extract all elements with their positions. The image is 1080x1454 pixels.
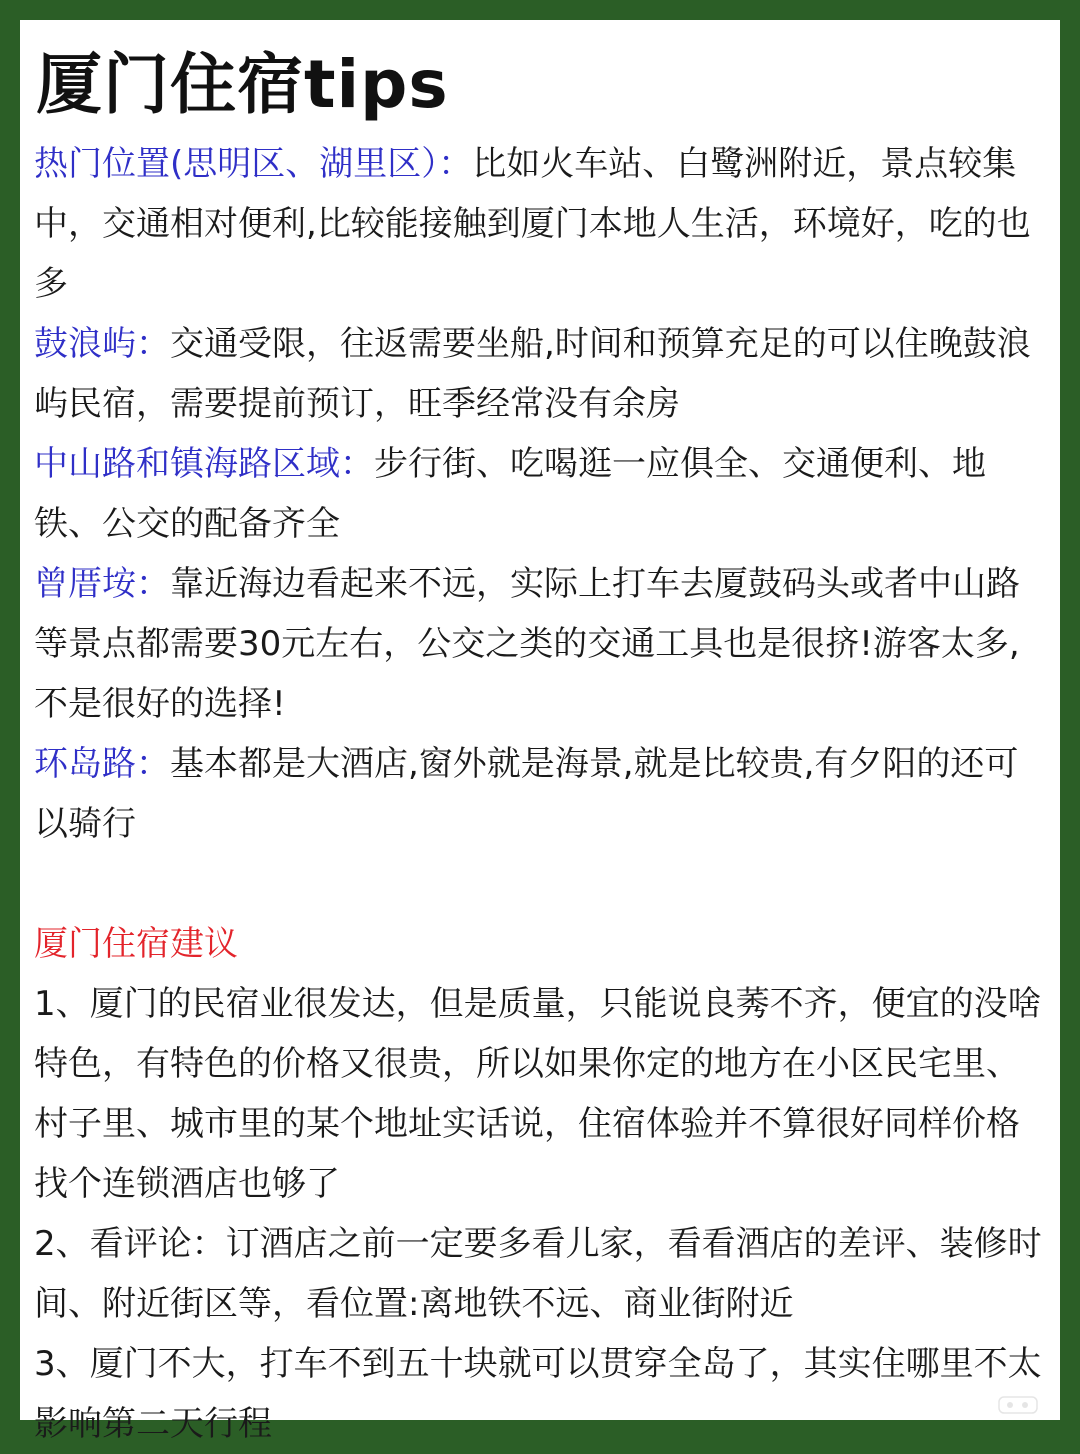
area-text: 交通受限，往返需要坐船,时间和预算充足的可以住晚鼓浪屿民宿，需要提前预订，旺季经常没有余房 (34, 324, 1031, 424)
area-paragraph (34, 134, 1046, 314)
area-label: 中山路和镇海路区域： (34, 444, 374, 484)
area-paragraph (34, 434, 1046, 554)
area-text: 靠近海边看起来不远，实际上打车去厦鼓码头或者中山路等景点都需要30元左右，公交之类的交通工具也是很挤!游客太多,不是很好的选择! (34, 564, 1020, 724)
section-spacer (34, 854, 1046, 914)
area-paragraph (34, 314, 1046, 434)
advice-item: 1、厦门的民宿业很发达，但是质量，只能说良莠不齐，便宜的没啥特色，有特色的价格又很贵，所以如果你定的地方在小区民宅里、村子里、城市里的某个地址实话说，住宿体验并不算很好同样价格找个连锁酒店也够了 (34, 984, 1042, 1204)
area-label: 曾厝垵： (34, 564, 170, 604)
advice-heading: 厦门住宿建议 (34, 924, 238, 964)
content-card (20, 20, 1060, 1444)
watermark-icon (998, 1396, 1038, 1414)
area-label: 鼓浪屿： (34, 324, 170, 364)
area-text: 比如火车站、白鹭洲附近，景点较集中，交通相对便利,比较能接触到厦门本地人生活，环境好，吃的也多 (34, 144, 1031, 304)
page-title: 厦门住宿tips (36, 46, 449, 123)
area-label: 环岛路： (34, 744, 170, 784)
advice-item: 3、厦门不大，打车不到五十块就可以贯穿全岛了，其实住哪里不太影响第二天行程 (34, 1344, 1042, 1444)
area-label: 热门位置(思明区、湖里区）： (34, 144, 473, 184)
advice-item: 2、看评论：订酒店之前一定要多看儿家，看看酒店的差评、装修时间、附近街区等，看位置:离地铁不远、商业街附近 (34, 1224, 1042, 1324)
area-paragraph (34, 554, 1046, 734)
area-text: 基本都是大酒店,窗外就是海景,就是比较贵,有夕阳的还可以骑行 (34, 744, 1019, 844)
area-text: 步行街、吃喝逛一应俱全、交通便利、地铁、公交的配备齐全 (34, 444, 986, 544)
area-paragraph (34, 734, 1046, 854)
